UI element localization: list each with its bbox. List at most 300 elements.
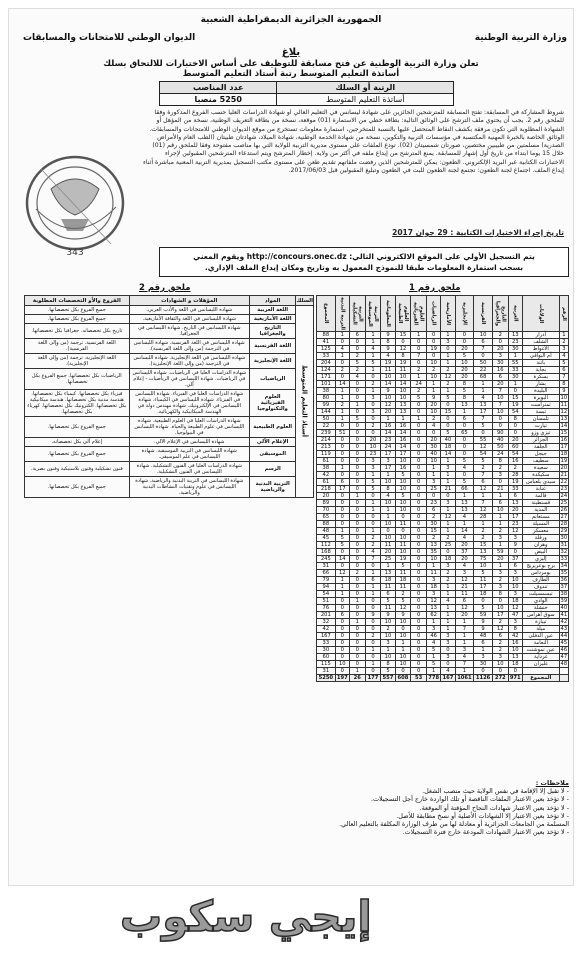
annex1-cell: 213 [317, 444, 336, 451]
annex1-cell: 0 [427, 493, 441, 500]
annex1-row [317, 661, 569, 668]
annex1-cell: 12 [474, 507, 493, 514]
annex1-cell: 0 [335, 472, 349, 479]
annex1-cell: 12 [441, 514, 455, 521]
annex1-cell: 3 [441, 500, 455, 507]
annex1-cell: 14 [441, 451, 455, 458]
annex1-cell: 0 [349, 430, 365, 437]
annex1-col-header: المعلوماتية [381, 296, 395, 332]
annex1-cell: 0 [441, 402, 455, 409]
annex1-cell: 10 [381, 633, 395, 640]
annex1-row [317, 381, 569, 388]
annex1-row [317, 556, 569, 563]
annex1-cell: 5 [474, 458, 493, 465]
notes-title: ملاحظات : [535, 779, 569, 787]
annex1-cell: 0 [474, 353, 493, 360]
annex1-row [317, 500, 569, 507]
annex1-cell: 2 [441, 570, 455, 577]
annex1-cell: 18 [508, 661, 522, 668]
annex1-cell: 33 [317, 353, 336, 360]
annex1-cell: 13 [427, 605, 441, 612]
annex1-cell: 0 [455, 437, 474, 444]
annex1-cell: 20 [492, 381, 508, 388]
annex1-cell: 2 [427, 416, 441, 423]
annex1-cell: 0 [349, 605, 365, 612]
annex1-cell: 13 [474, 549, 493, 556]
annex1-cell: 0 [492, 416, 508, 423]
annex1-row [317, 367, 569, 374]
annex1-cell: 6 [427, 507, 441, 514]
annex1-cell: 1 [441, 626, 455, 633]
annex2-subject-cell: الإعلام الآلي [249, 438, 296, 447]
annex1-cell: 0 [411, 647, 427, 654]
annex1-cell: 10 [395, 633, 411, 640]
annex1-cell: 19 [560, 458, 568, 464]
notes-section [259, 779, 569, 836]
annex1-cell: 0 [411, 500, 427, 507]
annex2-subject-cell: الرياضيات [249, 369, 296, 390]
annex1-cell: 5 [474, 570, 493, 577]
annex1-cell: 0 [411, 451, 427, 458]
annex1-cell: 3 [441, 339, 455, 346]
annex1-cell: 5 [455, 353, 474, 360]
annex1-total-cell: 53 [411, 675, 427, 682]
annex1-cell: 10 [395, 500, 411, 507]
annex1-cell: تبسة [522, 409, 559, 416]
annex1-cell: 4 [455, 465, 474, 472]
annex1-body [317, 332, 569, 682]
annex1-cell: 10 [492, 507, 508, 514]
annex1-cell: 50 [492, 444, 508, 451]
annex1-cell: 31 [560, 542, 568, 548]
annex1-cell: 10 [381, 654, 395, 661]
annex1-cell: 1 [365, 367, 381, 374]
annex1-cell: 10 [365, 444, 381, 451]
annex1-cell: 3 [427, 479, 441, 486]
annex1-cell: 4 [427, 423, 441, 430]
annex1-total-cell: 272 [492, 675, 508, 682]
annex1-cell: 3 [455, 647, 474, 654]
annex1-col-header: المجموع [317, 296, 336, 332]
annex1-cell: برج بوعريريج [522, 563, 559, 570]
annex1-cell: 2 [441, 367, 455, 374]
annex1-cell: الجلفة [522, 444, 559, 451]
annex1-cell: 1 [365, 528, 381, 535]
annex1-cell: 0 [335, 339, 349, 346]
annex1-cell: 16 [508, 640, 522, 647]
annex1-cell: 20 [317, 493, 336, 500]
annex1-cell: 15 [441, 409, 455, 416]
annex1-cell: 14 [381, 430, 395, 437]
annex1-cell: 0 [411, 402, 427, 409]
annex1-row [317, 542, 569, 549]
note-item: المسلمة من الجامعات الجزائرية أو معادلة لها من طرف الوزارة المكلفة بالتعليم العالي. [339, 820, 569, 829]
annex1-cell: وهران [522, 542, 559, 549]
annex1-cell: 2 [492, 640, 508, 647]
annex1-cell: 21 [492, 486, 508, 493]
annex1-cell: 55 [474, 437, 493, 444]
annex1-cell: 5 [349, 416, 365, 423]
annex1-cell: عنابة [522, 486, 559, 493]
annex1-cell: 76 [317, 605, 336, 612]
annex1-cell: جيجل [522, 451, 559, 458]
annex1-cell: 9 [508, 542, 522, 549]
annex1-cell: 0 [349, 486, 365, 493]
annex1-cell: 8 [455, 395, 474, 402]
annex1-cell: 7 [365, 556, 381, 563]
annex1-cell: 13 [455, 507, 474, 514]
annex1-cell: 0 [411, 486, 427, 493]
annex1-cell: 8 [508, 626, 522, 633]
annex1-col-header: التربية التشكيلية [349, 296, 365, 332]
annex1-cell: 214 [317, 437, 336, 444]
annex1-cell: 5 [365, 479, 381, 486]
annex1-cell: 7 [559, 374, 568, 381]
annex1-cell: 4 [427, 640, 441, 647]
annex1-cell: 0 [411, 626, 427, 633]
annex1-cell: 0 [335, 458, 349, 465]
annex1-col-header: الفرنسية [474, 296, 493, 332]
annex1-cell: 20 [455, 612, 474, 619]
annex1-cell: 46 [427, 633, 441, 640]
annex1-cell: 1 [441, 472, 455, 479]
annex1-cell: 12 [455, 605, 474, 612]
annex1-total-cell: 5250 [317, 675, 336, 682]
annex1-cell: 1 [508, 353, 522, 360]
annex1-cell: 18 [474, 591, 493, 598]
annex1-cell: 2 [349, 570, 365, 577]
annex1-cell: تيزي وزو [522, 430, 559, 437]
annex1-cell: 25 [381, 556, 395, 563]
annex1-cell: 0 [349, 626, 365, 633]
conditions-paragraph: شروط المشاركة في المسابقة: تفتح المسابقة للمترشحين الحائزين على شهادة ليسانس في التعليم العالي أو شهادة الدراسات العليا حسب الفروع المذكورة وفقا للملحق رقم 2. يجب أن يحتوي ملف الترشح على الوثائق التالية: بطاقة خطي من الاستمارة (01) موقعة، نسخة من بطاقة التعريف الوطنية، نسخة من المؤهل أو الشهادة المطلوبة التي تكون مرفقة بكشف النقاط المتحصل عليها بالنسبة للمتخرجين، استمارة معلومات تستخرج من موقع الديوان الوطني للامتحانات والمسابقات. الوثائق الخاصة بالخبرة المهنية المكتسبة في مؤسسات التربية والتكوين، نسخة من شهادة الخدمة الوطنية، شهادة الميلاد، شهادتان طبيتان (الطب العام والأمراض الصدرية) مسلمتين من طبيبين مختصين، صورتان شمسيتان (02). تودع الملفات على مستوى مديرية التربية للولاية التي بها مناصب مفتوحة وفقا للملحق رقم (01) خلال 15 يوما ابتداء من تاريخ أول إشهار للمسابقة. يمنع المترشح من إيداع ملفه في أكثر من ولاية. إخطار المترشح ويتم استدعاء المترشحين المقبولين لإجراء الاختبارات الكتابية عبر البريد الإلكتروني. الطعون: يمكن للمترشحين الذين رفضت ملفاتهم تقديم طعن على مستوى مكتب التسجيل بمديرية التربية المعنية مباشرة أثناء إيداع الملف. اجتماع لجنة الطعون: تجتمع لجنة الطعون للبت في الطعون وتبليغ المقبولين قبل 2017/06/03. [142, 109, 564, 175]
annex1-cell: 1 [335, 395, 349, 402]
annex1-cell: 1 [441, 605, 455, 612]
annex1-cell: 6 [492, 500, 508, 507]
annex1-cell: 1 [455, 633, 474, 640]
annex1-cell: 0 [395, 514, 411, 521]
annex1-cell: 9 [427, 395, 441, 402]
annex1-cell: 10 [381, 521, 395, 528]
annex1-cell: 0 [335, 444, 349, 451]
annex1-cell: سطيف [522, 458, 559, 465]
annex1-cell: 35 [427, 549, 441, 556]
annex1-cell: 1 [335, 528, 349, 535]
annex1-cell: 5 [441, 395, 455, 402]
annex1-cell: 3 [427, 591, 441, 598]
annex1-cell: البيض [522, 549, 559, 556]
annex1-cell: 66 [317, 570, 336, 577]
annex1-row [317, 514, 569, 521]
annex1-cell: 2 [365, 381, 381, 388]
annex1-cell: 12 [492, 626, 508, 633]
notice-label: بلاغ [281, 47, 301, 58]
annex1-cell: 0 [411, 668, 427, 675]
annex1-cell: 0 [349, 500, 365, 507]
annex1-cell: 20 [455, 556, 474, 563]
annex1-cell: 1 [349, 493, 365, 500]
annex1-cell: 101 [317, 381, 336, 388]
annex1-cell: 0 [349, 661, 365, 668]
annex1-cell: 0 [349, 640, 365, 647]
annex1-cell: 6 [381, 591, 395, 598]
annex1-cell: 1 [349, 668, 365, 675]
annex1-cell: سوق أهراس [522, 612, 559, 619]
annex1-cell: 0 [349, 528, 365, 535]
annex1-cell: 20 [455, 542, 474, 549]
annex1-cell: بومرداس [522, 570, 559, 577]
annex1-cell: 30 [492, 360, 508, 367]
annex1-cell: 61 [317, 479, 336, 486]
annex1-cell: 0 [349, 654, 365, 661]
annex2-subject-cell: الموسيقى [249, 447, 296, 462]
annex1-cell: 23 [381, 437, 395, 444]
annex1-cell: 6 [559, 367, 568, 374]
annex1-cell: 14 [335, 381, 349, 388]
annex1-cell: 47 [508, 612, 522, 619]
annex1-cell: عين الدفلى [522, 633, 559, 640]
annex2-branches-cell: اللغة الإنجليزية. ترجمة (من وإلى اللغة الإنجليزية). [25, 354, 130, 369]
annex1-cell: 12 [474, 486, 493, 493]
annex1-cell: 0 [365, 605, 381, 612]
annex1-cell: 33 [317, 640, 336, 647]
republic-header: الجمهورية الجزائرية الديمقراطية الشعبية [200, 15, 382, 25]
annex1-cell: 61 [317, 458, 336, 465]
annex1-cell: 1 [441, 507, 455, 514]
annex1-cell: 18 [441, 444, 455, 451]
annex1-cell: 0 [365, 416, 381, 423]
annex1-row [317, 353, 569, 360]
annex1-cell: 29 [560, 528, 568, 534]
annex1-cell: 3 [492, 472, 508, 479]
annex1-cell: 0 [335, 633, 349, 640]
annex1-cell: 25 [441, 542, 455, 549]
annex1-cell: أم البواقي [522, 353, 559, 360]
annex1-cell: 0 [441, 423, 455, 430]
annex1-cell: 4 [349, 374, 365, 381]
annex1-cell: 3 [492, 570, 508, 577]
annex1-cell: المدية [522, 507, 559, 514]
annex1-cell: 1 [365, 353, 381, 360]
annex1-cell: 0 [395, 339, 411, 346]
annex1-cell: 24 [492, 451, 508, 458]
annex1-cell: 11 [560, 402, 568, 408]
annex1-row [317, 402, 569, 409]
annex1-cell: 1 [381, 563, 395, 570]
annex1-cell: 17 [395, 451, 411, 458]
annex1-cell: 10 [335, 661, 349, 668]
annex1-cell: 2 [492, 577, 508, 584]
office-header: الديوان الوطني للامتحانات والمسابقات [23, 33, 196, 43]
annex1-cell: 11 [427, 570, 441, 577]
annex1-row [317, 430, 569, 437]
annex1-cell: 0 [411, 465, 427, 472]
annex1-cell: 16 [560, 437, 568, 443]
annex2-subject-cell: التربية البدنية والرياضية [249, 477, 296, 498]
annex1-cell: 4 [455, 535, 474, 542]
annex1-cell: المسيلة [522, 521, 559, 528]
annex1-cell: 0 [411, 493, 427, 500]
annex1-cell: 2 [427, 535, 441, 542]
annex1-cell: 1 [427, 465, 441, 472]
annex1-cell: 4 [559, 353, 568, 360]
annex1-cell: 1 [335, 388, 349, 395]
annex1-cell: 1 [508, 381, 522, 388]
annex1-cell: 245 [317, 556, 336, 563]
exam-date-line: تاريخ إجراء الاختبارات الكتابية : 29 جوان 2017 [392, 228, 564, 237]
annex1-cell: 1 [365, 584, 381, 591]
annex1-cell: 23 [365, 451, 381, 458]
annex1-col-header: الرياضيات [427, 296, 441, 332]
annex1-cell: 10 [455, 360, 474, 367]
annex1-cell: 11 [455, 591, 474, 598]
positions-header-row [160, 82, 454, 94]
annex1-cell: 11 [381, 367, 395, 374]
annex1-cell: 1 [441, 353, 455, 360]
annex1-cell: 10 [395, 458, 411, 465]
count-cell: 5250 منصبا [160, 94, 277, 106]
annex1-cell: 31 [317, 563, 336, 570]
annex1-cell: 0 [411, 514, 427, 521]
annex2-row [25, 390, 314, 417]
annex1-cell: 28 [474, 514, 493, 521]
annex2-table [24, 295, 314, 498]
annex1-cell: 3 [492, 535, 508, 542]
annex1-cell: 13 [395, 409, 411, 416]
annex1-cell: 23 [508, 339, 522, 346]
annex1-cell: 0 [411, 549, 427, 556]
annex2-row [25, 354, 314, 369]
annex1-cell: 10 [395, 374, 411, 381]
annex1-cell: 12 [455, 577, 474, 584]
annex1-cell: 2 [365, 423, 381, 430]
annex1-cell: 30 [317, 647, 336, 654]
annex1-cell: 1 [365, 661, 381, 668]
annex1-cell: 6 [349, 332, 365, 339]
annex1-cell: 9 [474, 619, 493, 626]
annex1-title: ملحق رقم 1 [409, 283, 461, 293]
annex1-cell: 10 [395, 395, 411, 402]
annex1-cell: 10 [395, 535, 411, 542]
annex1-cell: 10 [395, 549, 411, 556]
annex1-cell: 1 [474, 493, 493, 500]
annex1-cell: 0 [335, 619, 349, 626]
annex1-cell: 2 [365, 535, 381, 542]
annex1-cell: 30 [508, 374, 522, 381]
annex1-cell: 60 [317, 654, 336, 661]
annex1-cell: 1 [427, 381, 441, 388]
annex1-cell: 12 [560, 409, 568, 415]
annex2-col-header: المواد [249, 296, 296, 306]
annex1-cell: 0 [455, 451, 474, 458]
annex1-cell: 51 [335, 430, 349, 437]
annex1-cell: 1 [474, 647, 493, 654]
annex1-row [317, 360, 569, 367]
document-scan [8, 8, 574, 886]
annex1-cell: 3 [492, 353, 508, 360]
annex1-cell: 6 [335, 479, 349, 486]
annex1-cell: 17 [474, 584, 493, 591]
annex1-cell: 9 [381, 346, 395, 353]
positions-data-row [160, 94, 454, 106]
annex1-cell: بشار [522, 381, 559, 388]
annex1-cell: 0 [411, 472, 427, 479]
annex1-cell: 1 [365, 591, 381, 598]
annex1-cell: تلمسان [522, 416, 559, 423]
annex1-cell: الأغواط [522, 346, 559, 353]
annex1-cell: 50 [474, 360, 493, 367]
annex1-cell: 0 [335, 654, 349, 661]
annex1-cell: 0 [474, 430, 493, 437]
annex2-row [25, 315, 314, 324]
annex1-row [317, 528, 569, 535]
annex1-cell: 0 [349, 339, 365, 346]
annex1-cell: 40 [492, 437, 508, 444]
annex1-cell: 2 [492, 528, 508, 535]
annex1-cell: 9 [381, 332, 395, 339]
annex1-cell: 11 [381, 605, 395, 612]
annex1-cell: 42 [317, 626, 336, 633]
annex1-cell: 4 [381, 353, 395, 360]
annex1-row [317, 493, 569, 500]
annex1-row [317, 535, 569, 542]
annex1-col-header: العلوم الطبيعية [395, 296, 411, 332]
annex1-cell: 94 [317, 584, 336, 591]
annex2-branches-cell: اللغة الفرنسية. ترجمة (من وإلى اللغة الفرنسية). [25, 339, 130, 354]
annex1-cell: 125 [317, 346, 336, 353]
annex1-cell: 0 [349, 577, 365, 584]
annex1-cell: 33 [560, 556, 568, 562]
annex1-cell: 0 [349, 479, 365, 486]
annex1-cell: 33 [508, 486, 522, 493]
annex1-cell: 13 [474, 402, 493, 409]
annex1-cell: 11 [395, 570, 411, 577]
annex2-title: ملحق رقم 2 [139, 283, 191, 293]
annex2-quals-cell: شهادة الليسانس في التربية الموسيقية. شهادة الليسانس في علم الموسيقى. [129, 447, 249, 462]
annex1-cell: 10 [395, 479, 411, 486]
annex2-quals-cell: شهادة الدراسات العليا في الفنون التشكيلية. شهادة الليسانس في الفنون التشكيلية. [129, 462, 249, 477]
annex2-quals-cell: شهادة الدراسات العليا في العلوم الطبيعية. شهادة الليسانس في علوم الطبيعة والحياة. شهادة الليسانس في البيولوجيا. [129, 417, 249, 438]
annex1-cell: 2 [381, 626, 395, 633]
annex1-cell: 5 [381, 668, 395, 675]
annex1-cell: 0 [455, 472, 474, 479]
annex1-cell: 0 [349, 423, 365, 430]
annex1-cell: 2 [492, 619, 508, 626]
annex1-cell: 37 [455, 549, 474, 556]
annex1-cell: 5 [474, 423, 493, 430]
annex1-cell: 13 [395, 402, 411, 409]
annex1-cell: 5 [381, 598, 395, 605]
annex1-cell: سيدي بلعباس [522, 479, 559, 486]
annex2-row [25, 369, 314, 390]
annex1-cell: الشلف [522, 339, 559, 346]
annex1-cell: 10 [508, 577, 522, 584]
annex1-cell: 0 [349, 444, 365, 451]
annex1-cell: 1 [474, 521, 493, 528]
annex1-cell: 10 [427, 360, 441, 367]
annex1-cell: 19 [381, 360, 395, 367]
annex1-cell: 22 [317, 423, 336, 430]
annex1-cell: 1 [427, 563, 441, 570]
annex1-cell: سكيكدة [522, 472, 559, 479]
annex1-cell: 18 [427, 584, 441, 591]
annex1-cell: 167 [317, 633, 336, 640]
annex1-cell: 0 [411, 661, 427, 668]
annex1-cell: بسكرة [522, 374, 559, 381]
annex1-cell: 4 [474, 395, 493, 402]
annex1-cell: 3 [365, 458, 381, 465]
annex2-quals-cell: شهادة الليسانس في اللغة والأدب العربي. [129, 306, 249, 315]
